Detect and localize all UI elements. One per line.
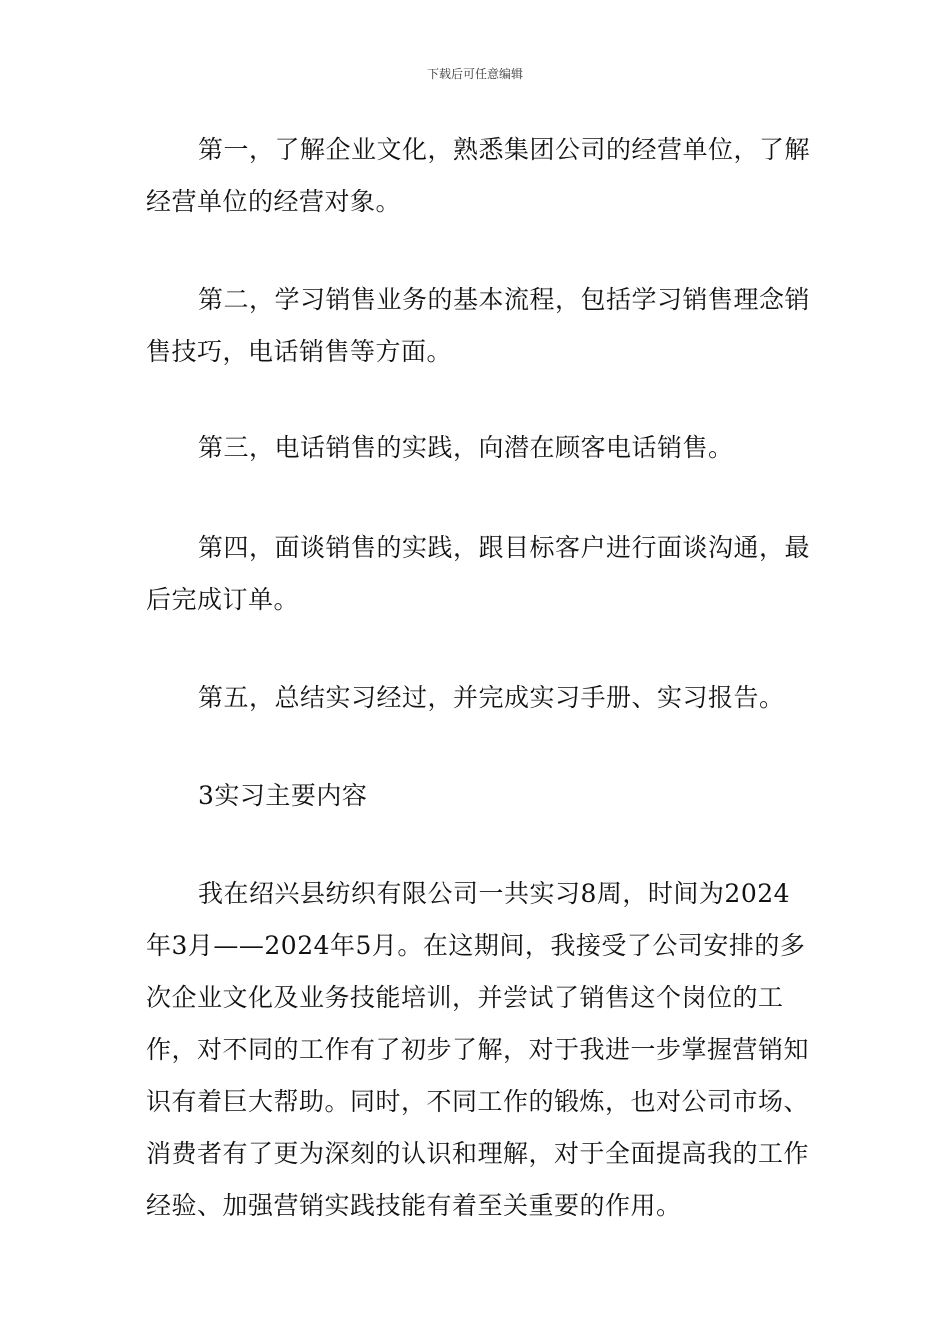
paragraph-step-five: 第五，总结实习经过，并完成实习手册、实习报告。: [198, 683, 785, 712]
section-heading: 3实习主要内容: [198, 781, 368, 810]
paragraph-step-one: 第一，了解企业文化，熟悉集团公司的经营单位，了解经营单位的经营对象。: [146, 135, 811, 216]
paragraph-step-three: 第三，电话销售的实践，向潜在顾客电话销售。: [198, 433, 734, 462]
paragraph-main-content: 我在绍兴县纺织有限公司一共实习8周，时间为2024年3月——2024年5月。在这期间，我接受了公司安排的多次企业文化及业务技能培训，并尝试了销售这个岗位的工作，对不同的工作有了初步了解，对于我进一步掌握营销知识有着巨大帮助。同时，不同工作的锻炼，也对公司市场、消费者有了更为深刻的认识和理解，对于全面提高我的工作经验、加强营销实践技能有着至关重要的作用。: [146, 879, 810, 1220]
paragraph-step-two: 第二，学习销售业务的基本流程，包括学习销售理念销售技巧，电话销售等方面。: [146, 285, 811, 366]
page-header: 下载后可任意编辑: [426, 67, 523, 81]
paragraph-step-four: 第四，面谈销售的实践，跟目标客户进行面谈沟通，最后完成订单。: [146, 533, 811, 614]
